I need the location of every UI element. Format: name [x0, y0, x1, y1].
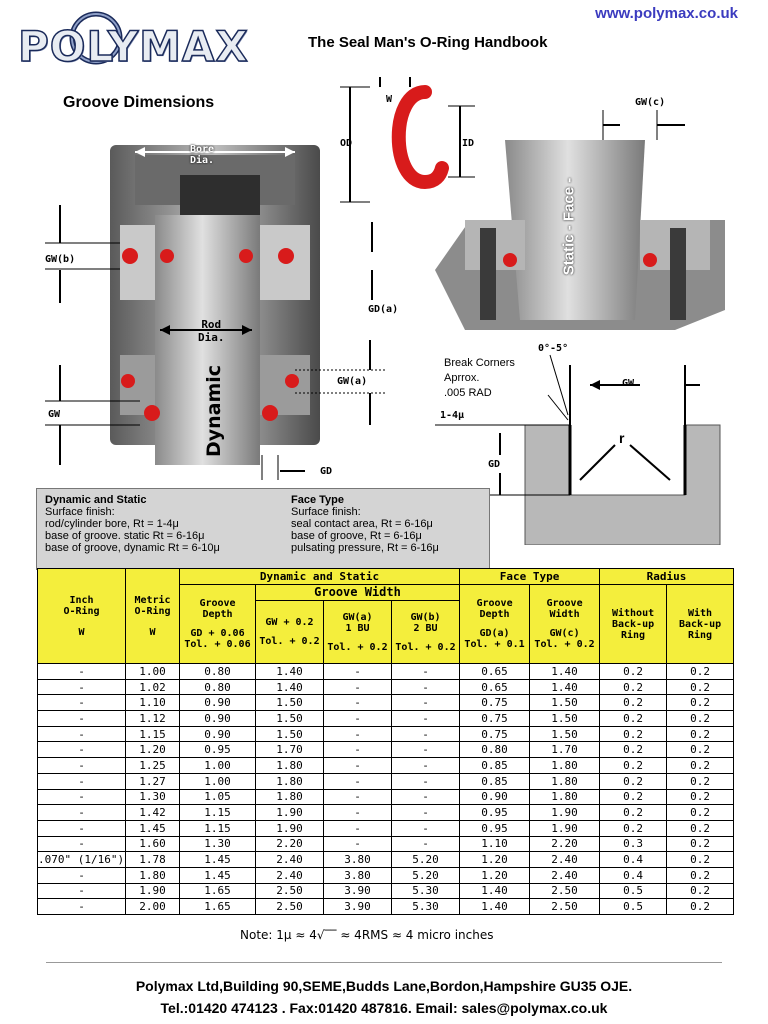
table-cell: -: [392, 695, 460, 711]
table-cell: 1.00: [180, 773, 256, 789]
table-cell: 0.80: [460, 742, 530, 758]
col-gw-b: [392, 601, 460, 664]
table-cell: 0.65: [460, 664, 530, 680]
table-cell: 0.2: [667, 789, 734, 805]
table-cell: 0.2: [667, 664, 734, 680]
table-cell: 1.30: [126, 789, 180, 805]
table-cell: 1.10: [460, 836, 530, 852]
notes-left-title: Dynamic and Static: [45, 494, 147, 506]
table-cell: 1.80: [530, 758, 600, 774]
col-radius-without: [600, 585, 667, 664]
table-cell: 1.10: [126, 695, 180, 711]
header-line: W: [149, 626, 156, 638]
header-line: W: [78, 626, 85, 638]
table-cell: 1.80: [126, 867, 180, 883]
group-dynamic-static: Dynamic and Static: [180, 569, 460, 585]
header-line: 1 BU: [345, 622, 370, 634]
table-cell: -: [324, 805, 392, 821]
table-cell: -: [324, 773, 392, 789]
table-cell: 1.27: [126, 773, 180, 789]
table-cell: 0.95: [460, 820, 530, 836]
header-line: Back-up: [611, 618, 655, 630]
col-metric-oring: [126, 569, 180, 664]
header-line: 2 BU: [413, 622, 438, 634]
table-cell: 0.90: [460, 789, 530, 805]
notes-left-line: rod/cylinder bore, Rt = 1-4μ: [45, 518, 179, 530]
w-label: W: [386, 94, 393, 105]
table-cell: 0.2: [667, 805, 734, 821]
table-cell: 0.5: [600, 899, 667, 915]
group-groove-width: Groove Width: [256, 585, 460, 601]
table-row: [38, 867, 734, 883]
table-cell: 5.20: [392, 852, 460, 868]
col-gw: [256, 601, 324, 664]
table-cell: 0.80: [180, 664, 256, 680]
table-cell: 1.50: [256, 711, 324, 727]
static-face-diagram: [425, 110, 735, 335]
rod-dia-label: Rod Dia.: [198, 318, 225, 344]
table-cell: 1.78: [126, 852, 180, 868]
header-line: Depth: [479, 609, 510, 620]
company-address: Polymax Ltd,Building 90,SEME,Budds Lane,Bordon,Hampshire GU35 OJE.: [135, 978, 633, 994]
id-label: ID: [462, 138, 475, 149]
header-line: Tol. + 0.2: [534, 639, 595, 650]
col-face-groove-width: [530, 585, 600, 664]
table-cell: 1.90: [530, 820, 600, 836]
header-line: GW + 0.2: [265, 617, 314, 628]
table-cell: 3.90: [324, 883, 392, 899]
header-line: Tol. + 0.2: [395, 641, 456, 653]
table-row: [38, 664, 734, 680]
table-cell: 2.50: [530, 883, 600, 899]
table-cell: 1.90: [256, 820, 324, 836]
table-cell: 1.15: [180, 820, 256, 836]
table-cell: -: [392, 742, 460, 758]
table-cell: 1.45: [126, 820, 180, 836]
header-line: Without: [611, 607, 655, 619]
table-row: [38, 695, 734, 711]
table-cell: 1.50: [530, 711, 600, 727]
table-cell: 1.40: [460, 899, 530, 915]
header-line: With: [688, 607, 713, 619]
table-cell: 0.3: [600, 836, 667, 852]
header-line: GW(c): [549, 628, 580, 639]
table-cell: 1.70: [530, 742, 600, 758]
table-cell: 2.40: [530, 852, 600, 868]
table-cell: 0.2: [600, 695, 667, 711]
finish-top-label: 1-4μ: [440, 410, 465, 421]
table-row: [38, 836, 734, 852]
table-cell: 0.2: [600, 742, 667, 758]
table-cell: -: [392, 758, 460, 774]
table-row: [38, 805, 734, 821]
header-line: GW(b): [410, 611, 441, 623]
group-radius: Radius: [600, 569, 734, 585]
header-line: Groove: [546, 598, 583, 609]
header-line: Ring: [688, 629, 713, 641]
header-line: GD(a): [479, 628, 510, 639]
table-cell: 1.40: [530, 679, 600, 695]
table-cell: 1.20: [460, 867, 530, 883]
table-row: [38, 726, 734, 742]
table-cell: 0.2: [667, 820, 734, 836]
groove-dimensions-table: [37, 568, 734, 915]
table-cell: 0.65: [460, 679, 530, 695]
table-cell: 0.2: [667, 773, 734, 789]
table-row: [38, 899, 734, 915]
notes-right-line: base of groove, Rt = 6-16μ: [291, 530, 422, 542]
table-cell: 1.05: [180, 789, 256, 805]
radius-r-label: r: [619, 430, 625, 446]
table-cell: 0.2: [667, 883, 734, 899]
table-cell: -: [38, 867, 126, 883]
table-cell: .070" (1/16"): [38, 853, 125, 867]
table-cell: -: [38, 664, 126, 680]
company-contact: Tel.:01420 474123 . Fax:01420 487816. Email: sales@polymax.co.uk: [160, 1000, 608, 1016]
table-cell: -: [38, 679, 126, 695]
table-cell: 0.2: [600, 805, 667, 821]
table-cell: -: [324, 742, 392, 758]
header-line: Inch: [69, 594, 94, 606]
table-cell: -: [392, 836, 460, 852]
table-cell: 0.90: [180, 726, 256, 742]
table-cell: 0.2: [667, 695, 734, 711]
table-cell: 1.15: [180, 805, 256, 821]
table-cell: -: [38, 695, 126, 711]
table-cell: -: [392, 664, 460, 680]
table-cell: 0.2: [667, 899, 734, 915]
footer-divider: [46, 962, 722, 963]
table-cell: 1.90: [530, 805, 600, 821]
table-cell: 0.90: [180, 695, 256, 711]
unit-note: Note: 1μ ≈ 4√‾‾ ≈ 4RMS ≈ 4 micro inches: [240, 928, 494, 942]
table-cell: 0.80: [180, 679, 256, 695]
table-cell: 1.40: [530, 664, 600, 680]
table-cell: 0.75: [460, 726, 530, 742]
table-cell: -: [324, 679, 392, 695]
table-cell: -: [324, 758, 392, 774]
gd-a-label: GD(a): [368, 304, 399, 315]
table-cell: -: [392, 773, 460, 789]
table-cell: 1.50: [256, 695, 324, 711]
table-cell: 3.80: [324, 852, 392, 868]
table-cell: 2.50: [256, 899, 324, 915]
table-cell: 2.40: [530, 867, 600, 883]
table-cell: -: [324, 726, 392, 742]
table-cell: 2.40: [256, 852, 324, 868]
table-cell: 1.80: [256, 773, 324, 789]
table-row: [38, 852, 734, 868]
table-row: [38, 883, 734, 899]
table-cell: -: [38, 899, 126, 915]
table-cell: -: [392, 789, 460, 805]
logo-text: POLYMAX: [18, 22, 249, 71]
table-cell: 3.90: [324, 899, 392, 915]
table-cell: -: [38, 836, 126, 852]
bore-dia-label: Bore Dia.: [190, 144, 215, 166]
table-cell: 1.45: [180, 867, 256, 883]
table-cell: 3.80: [324, 867, 392, 883]
table-body: [38, 664, 734, 915]
table-cell: 1.90: [126, 883, 180, 899]
table-cell: 1.50: [530, 695, 600, 711]
table-cell: 0.2: [600, 820, 667, 836]
groove-gw-label: GW: [622, 378, 635, 389]
table-cell: 1.20: [460, 852, 530, 868]
gw-b-label: GW(b): [45, 254, 76, 265]
table-cell: -: [324, 836, 392, 852]
table-cell: 0.2: [667, 758, 734, 774]
header-line: O-Ring: [134, 605, 171, 617]
gw-label: GW: [48, 409, 61, 420]
table-cell: 1.50: [256, 726, 324, 742]
table-cell: 1.02: [126, 679, 180, 695]
header-line: Ring: [621, 629, 646, 641]
notes-right-line: Surface finish:: [291, 506, 361, 518]
table-row: [38, 789, 734, 805]
table-cell: 1.90: [256, 805, 324, 821]
table-cell: 0.2: [667, 836, 734, 852]
table-cell: 1.50: [530, 726, 600, 742]
header-line: O-Ring: [63, 605, 100, 617]
table-cell: 1.45: [180, 852, 256, 868]
table-cell: 1.40: [256, 679, 324, 695]
header-line: GW(a): [342, 611, 373, 623]
dynamic-label: Dynamic: [203, 364, 226, 458]
table-cell: 0.2: [667, 726, 734, 742]
table-cell: 1.80: [256, 789, 324, 805]
table-cell: -: [324, 664, 392, 680]
table-cell: 0.95: [180, 742, 256, 758]
col-radius-with: [667, 585, 734, 664]
table-row: [38, 679, 734, 695]
angle-label: 0°-5°: [538, 343, 569, 354]
table-cell: -: [38, 789, 126, 805]
header-line: Tol. + 0.1: [464, 639, 525, 650]
table-cell: 0.4: [600, 867, 667, 883]
table-cell: 0.2: [667, 711, 734, 727]
table-cell: 0.2: [667, 867, 734, 883]
table-cell: 1.00: [126, 664, 180, 680]
notes-left-line: base of groove. static Rt = 6-16μ: [45, 530, 205, 542]
table-cell: 2.00: [126, 899, 180, 915]
face-type-notes: [291, 494, 439, 554]
header-line: Tol. + 0.06: [184, 639, 251, 650]
section-title: Groove Dimensions: [63, 94, 215, 111]
table-cell: 0.95: [460, 805, 530, 821]
table-cell: 0.2: [600, 679, 667, 695]
table-cell: -: [324, 789, 392, 805]
notes-left-line: base of groove, dynamic Rt = 6-10μ: [45, 542, 220, 554]
table-cell: -: [38, 758, 126, 774]
table-cell: 2.20: [530, 836, 600, 852]
col-groove-depth: [180, 585, 256, 664]
table-row: [38, 773, 734, 789]
notes-right-line: pulsating pressure, Rt = 6-16μ: [291, 542, 439, 554]
group-face-type: Face Type: [460, 569, 600, 585]
table-cell: 1.42: [126, 805, 180, 821]
header-line: Metric: [134, 594, 171, 606]
table-cell: 0.2: [600, 664, 667, 680]
table-cell: 1.80: [530, 773, 600, 789]
table-cell: 1.80: [530, 789, 600, 805]
table-cell: -: [392, 805, 460, 821]
table-cell: 0.2: [600, 711, 667, 727]
table-row: [38, 711, 734, 727]
table-cell: 0.2: [667, 742, 734, 758]
table-cell: 2.50: [530, 899, 600, 915]
table-cell: 1.00: [180, 758, 256, 774]
table-cell: 0.85: [460, 758, 530, 774]
groove-gd-label: GD: [488, 459, 501, 470]
table-cell: 1.30: [180, 836, 256, 852]
table-cell: -: [38, 805, 126, 821]
table-cell: 0.2: [600, 773, 667, 789]
col-face-groove-depth: [460, 585, 530, 664]
table-cell: 5.30: [392, 899, 460, 915]
table-cell: 2.20: [256, 836, 324, 852]
table-cell: 2.40: [256, 867, 324, 883]
table-cell: -: [38, 883, 126, 899]
table-cell: 1.12: [126, 711, 180, 727]
table-cell: -: [324, 711, 392, 727]
table-cell: -: [38, 726, 126, 742]
col-gw-a: [324, 601, 392, 664]
break-corners-note: Break Corners Aprrox. .005 RAD: [444, 357, 515, 399]
website-link[interactable]: www.polymax.co.uk: [595, 5, 738, 22]
table-cell: 5.20: [392, 867, 460, 883]
polymax-logo: [18, 4, 268, 78]
table-cell: 0.4: [600, 852, 667, 868]
table-cell: -: [38, 820, 126, 836]
header-line: Width: [549, 609, 580, 620]
table-cell: -: [324, 695, 392, 711]
table-cell: 1.70: [256, 742, 324, 758]
table-cell: 1.15: [126, 726, 180, 742]
table-cell: 1.40: [256, 664, 324, 680]
od-label: OD: [340, 138, 353, 149]
col-inch-oring: [38, 569, 126, 664]
document-title: The Seal Man's O-Ring Handbook: [308, 34, 548, 51]
table-cell: 1.65: [180, 883, 256, 899]
header-line: Groove: [199, 598, 236, 609]
table-cell: 2.50: [256, 883, 324, 899]
table-cell: 5.30: [392, 883, 460, 899]
static-face-label: Static - Face -: [560, 177, 578, 276]
table-cell: 1.80: [256, 758, 324, 774]
gd-a-dimension: [362, 222, 382, 302]
table-cell: 0.2: [600, 726, 667, 742]
table-cell: -: [38, 773, 126, 789]
table-cell: 0.90: [180, 711, 256, 727]
header-line: Groove: [476, 598, 513, 609]
notes-right-line: seal contact area, Rt = 6-16μ: [291, 518, 433, 530]
table-cell: -: [392, 726, 460, 742]
table-cell: -: [392, 711, 460, 727]
table-cell: -: [38, 742, 126, 758]
table-row: [38, 758, 734, 774]
table-cell: 1.60: [126, 836, 180, 852]
gw-a-label: GW(a): [337, 376, 368, 387]
table-cell: -: [324, 820, 392, 836]
table-cell: 0.75: [460, 695, 530, 711]
notes-right-title: Face Type: [291, 494, 344, 506]
table-cell: -: [38, 711, 126, 727]
table-cell: 0.2: [667, 852, 734, 868]
table-cell: -: [392, 820, 460, 836]
header-line: GD + 0.06: [190, 628, 245, 639]
table-cell: 0.2: [600, 789, 667, 805]
table-cell: 1.65: [180, 899, 256, 915]
table-cell: 1.40: [460, 883, 530, 899]
dynamic-static-notes: [45, 494, 220, 554]
gw-c-label: GW(c): [635, 97, 666, 108]
table-cell: 1.25: [126, 758, 180, 774]
header-line: Back-up: [678, 618, 722, 630]
table-cell: 0.2: [600, 758, 667, 774]
table-cell: -: [392, 679, 460, 695]
table-row: [38, 820, 734, 836]
table-cell: 0.75: [460, 711, 530, 727]
header-line: Depth: [202, 609, 233, 620]
header-line: Tol. + 0.2: [327, 641, 388, 653]
table-cell: 0.5: [600, 883, 667, 899]
table-cell: 1.20: [126, 742, 180, 758]
surface-finish-notes: [36, 488, 490, 570]
notes-left-line: Surface finish:: [45, 506, 115, 518]
table-cell: 0.85: [460, 773, 530, 789]
table-cell: 0.2: [667, 679, 734, 695]
gd-label: GD: [320, 466, 333, 477]
seal-ring-cross-section: [122, 248, 138, 264]
table-row: [38, 742, 734, 758]
header-line: Tol. + 0.2: [259, 636, 320, 647]
